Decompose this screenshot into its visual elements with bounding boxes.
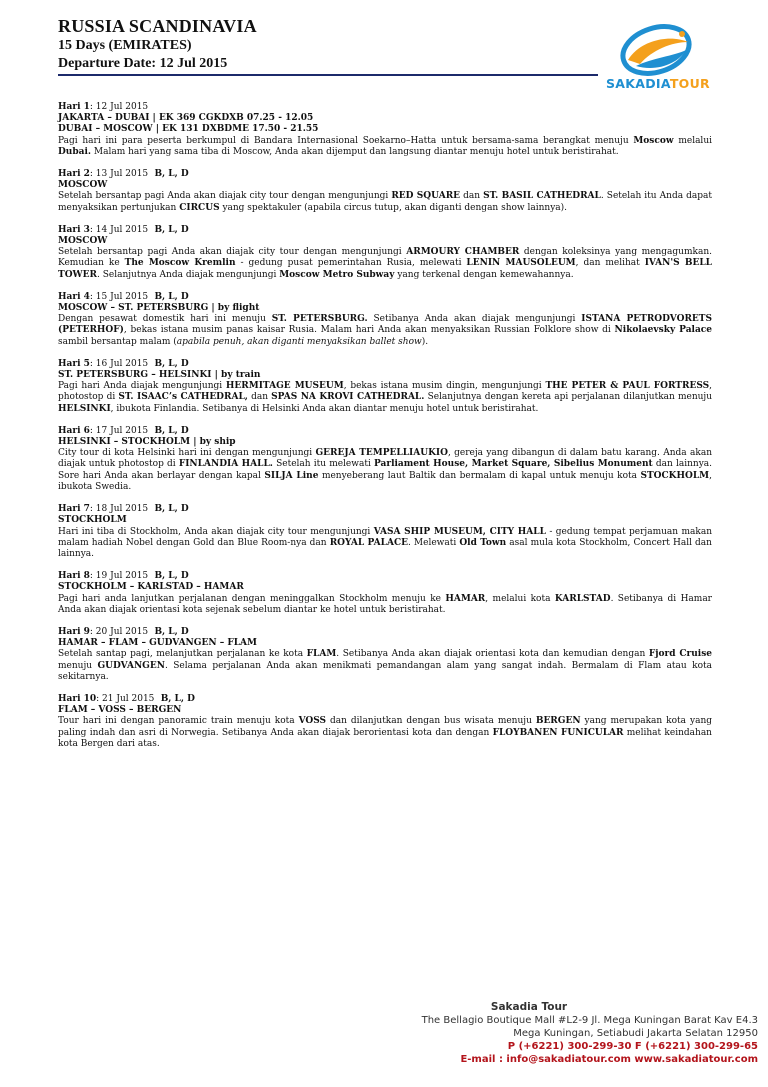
day-heading [58,627,712,638]
day-heading [58,426,712,437]
day-route: JAKARTA – DUBAI | EK 369 CGKDXB 07.25 - 12.05 [58,113,314,124]
header-divider [58,74,598,76]
day-number: Hari 5 [58,358,90,369]
day-description: Pagi hari Anda diajak mengunjungi HERMITAGE MUSEUM, bekas istana musim dingin, mengunjungi THE PETER & PAUL FORTRESS, photostop di ST. ISAAC’s CATHEDRAL, dan SPAS NA KROVI CATHEDRAL. Selanjutnya dengan kereta api perjalanan dilanjutkan menuju HELSINKI, ibukota Finlandia. Setibanya di Helsinki Anda akan diantar menuju hotel untuk beristirahat. [58,381,713,414]
day-heading [58,102,712,113]
day-route: STOCKHOLM [58,515,127,526]
day-meals: B, L, D [148,291,189,302]
itinerary-day [58,169,712,214]
itinerary-day [58,426,712,493]
day-date: : 17 Jul 2015 [89,425,149,436]
day-number: Hari 3 [58,224,90,235]
day-number: Hari 9 [58,626,90,637]
day-description: Pagi hari anda lanjutkan perjalanan dengan meninggalkan Stockholm menuju ke HAMAR, melalui kota KARLSTAD. Setibanya di Hamar Anda akan diajak orientasi kota sejenak sebelum diantar ke hotel untuk beristirahat. [58,593,712,615]
day-number: Hari 1 [58,102,90,112]
day-date: : 16 Jul 2015 [89,358,149,369]
footer-company: Sakadia Tour [490,1001,568,1013]
day-description: Hari ini tiba di Stockholm, Anda akan diajak city tour mengunjungi VASA SHIP MUSEUM, CITY HALL - gedung tempat perjamuan makan malam hadiah Nobel dengan Gold dan Blue Room-nya dan ROYAL PALACE. Melewati Old Town asal mula kota Stockholm, Concert Hall dan lainnya. [58,526,713,559]
day-date: : 20 Jul 2015 [89,626,149,637]
document-header [58,16,257,73]
day-heading [58,504,712,515]
footer-address-line-1: The Bellagio Boutique Mall #L2-9 Jl. Mega Kuningan Barat Kav E4.3 [421,1015,758,1026]
day-heading [58,571,712,582]
day-number: Hari 6 [58,425,90,436]
logo-wordmark: SAKADIATOUR [605,76,710,91]
day-route: MOSCOW – ST. PETERSBURG | by flight [58,303,260,314]
day-heading [58,292,712,303]
day-meals: B, L, D [148,571,189,582]
day-description: Dengan pesawat domestik hari ini menuju ST. PETERSBURG. Setibanya Anda akan diajak mengunjungi ISTANA PETRODVORETS (PETERHOF), bekas istana musim panas kaisar Rusia. Malam hari Anda akan menyaksikan Russian Folklore show di Nikolaevsky Palace sambil bersantap malam (apabila penuh, akan diganti menyaksikan ballet show). [58,314,712,347]
day-meals: B, L, D [148,358,189,369]
day-number: Hari 2 [58,169,90,180]
day-route: DUBAI – MOSCOW | EK 131 DXBDME 17.50 - 21.55 [58,124,319,135]
day-date: : 21 Jul 2015 [96,693,155,704]
day-heading [58,359,712,370]
day-number: Hari 10 [58,693,97,704]
swirl-logo-icon [600,20,716,80]
day-route: MOSCOW [58,180,108,191]
day-meals: B, L, D [148,169,189,180]
itinerary-day [58,627,712,683]
day-heading [58,225,712,236]
footer [360,1000,768,1066]
day-meals: B, L, D [148,504,189,515]
itinerary-day [58,292,712,348]
sakadia-logo [600,20,716,100]
footer-email[interactable]: E-mail : info@sakadiatour.com www.sakadiatour.com [460,1054,758,1065]
footer-address-line-2: Mega Kuningan, Setiabudi Jakarta Selatan 12950 [513,1028,758,1039]
day-description: Tour hari ini dengan panoramic train menuju kota VOSS dan dilanjutkan dengan bus wisata menuju BERGEN yang merupakan kota yang paling indah dan asri di Norwegia. Setibanya Anda akan diajak berorientasi kota dan dengan FLOYBANEN FUNICULAR melihat keindahan kota Bergen dari atas. [58,716,713,749]
day-description: Setelah bersantap pagi Anda akan diajak city tour dengan mengunjungi RED SQUARE dan ST. BASIL CATHEDRAL. Setelah itu Anda dapat menyaksikan pertunjukan CIRCUS yang spektakuler (apabila circus tutup, akan diganti dengan show lainnya). [58,191,712,213]
day-meals: B, L, D [148,425,189,436]
day-description: Setelah santap pagi, melanjutkan perjalanan ke kota FLAM. Setibanya Anda akan diajak orientasi kota dan kemudian dengan Fjord Cruise menuju GUDVANGEN. Selama perjalanan Anda akan menikmati pemandangan alam yang sangat indah. Bermalam di Flam atau kota sekitarnya. [58,649,713,682]
day-meals: B, L, D [154,693,195,704]
day-number: Hari 8 [58,571,90,582]
day-date: : 13 Jul 2015 [89,169,149,180]
day-route: HELSINKI – STOCKHOLM | by ship [58,437,236,448]
itinerary-day [58,102,712,158]
day-description: Pagi hari ini para peserta berkumpul di Bandara Internasional Soekarno–Hatta untuk bersama-sama berangkat menuju Moscow melalui Dubai. Malam hari yang sama tiba di Moscow, Anda akan dijemput dan langsung diantar menuju hotel untuk beristirahat. [58,135,712,157]
day-date: : 18 Jul 2015 [89,504,149,515]
day-description: Setelah bersantap pagi Anda akan diajak city tour dengan mengunjungi ARMOURY CHAMBER dengan koleksinya yang mengagumkan. Kemudian ke The Moscow Kremlin - gedung pusat pemerintahan Rusia, melewati LENIN MAUSOLEUM, dan melihat IVAN'S BELL TOWER. Selanjutnya Anda diajak mengunjungi Moscow Metro Subway yang terkenal dengan kemewahannya. [58,247,712,280]
day-route: HAMAR – FLAM – GUDVANGEN – FLAM [58,638,257,649]
itinerary-day [58,571,712,616]
day-route: FLAM – VOSS – BERGEN [58,705,182,716]
day-date: : 12 Jul 2015 [89,102,149,112]
day-date: : 15 Jul 2015 [89,291,149,302]
day-route: MOSCOW [58,236,108,247]
day-heading [58,694,712,705]
day-heading [58,169,712,180]
itinerary-day [58,225,712,281]
day-description: City tour di kota Helsinki hari ini dengan mengunjungi GEREJA TEMPELLIAUKIO, gereja yang dibangun di dalam batu karang. Anda akan diajak untuk photostop di FINLANDIA HALL. Setelah itu melewati Parliament House, Market Square, Sibelius Monument dan lainnya. Sore hari Anda akan berlayar dengan kapal SILJA Line menyeberang laut Baltik dan bermalam di kapal untuk menuju kota STOCKHOLM, ibukota Swedia. [58,448,713,492]
itinerary-day [58,694,712,750]
departure-date: Departure Date: 12 Jul 2015 [58,56,228,71]
tour-title: RUSSIA SCANDINAVIA [58,16,257,36]
itinerary [58,102,712,761]
tour-duration: 15 Days (EMIRATES) [58,38,192,53]
day-date: : 19 Jul 2015 [89,571,149,582]
itinerary-day [58,504,712,560]
footer-phone[interactable]: P (+6221) 300-299-30 F (+6221) 300-299-65 [507,1041,758,1052]
day-date: : 14 Jul 2015 [89,224,149,235]
day-route: ST. PETERSBURG – HELSINKI | by train [58,370,261,381]
day-number: Hari 7 [58,504,90,515]
day-route: STOCKHOLM – KARLSTAD – HAMAR [58,582,244,593]
day-number: Hari 4 [58,291,90,302]
day-meals: B, L, D [148,224,189,235]
day-meals: B, L, D [148,626,189,637]
itinerary-day [58,359,712,415]
